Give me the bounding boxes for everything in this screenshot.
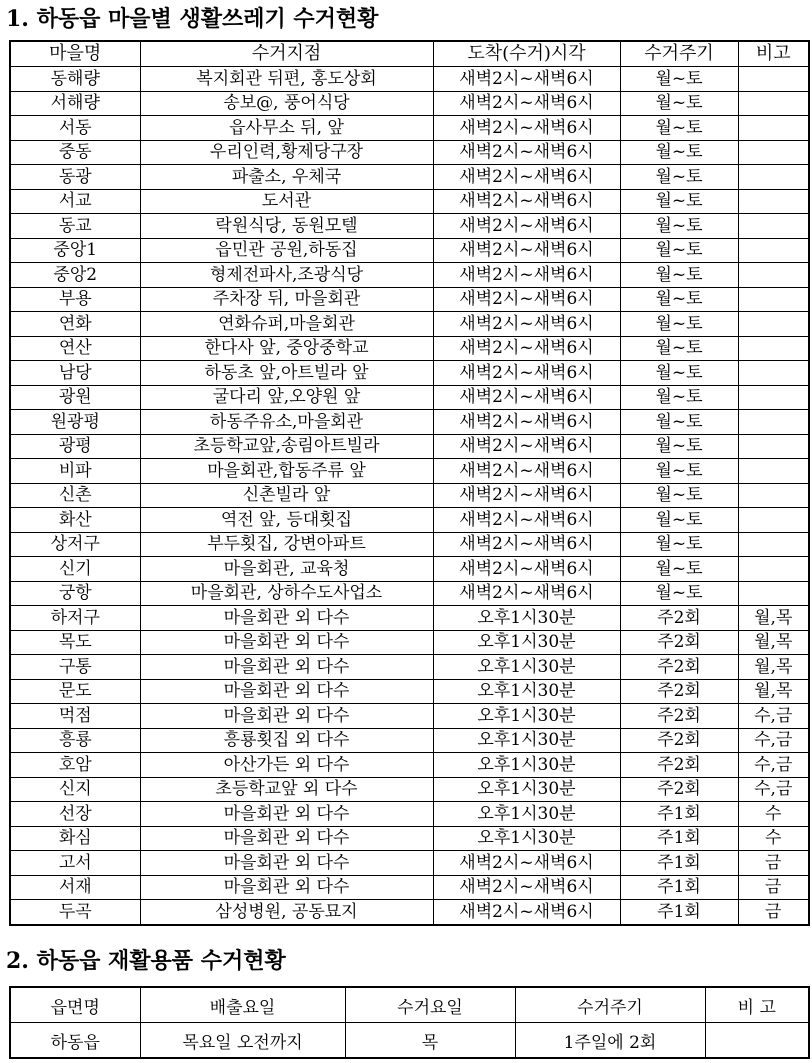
- table-cell: 금: [738, 900, 809, 925]
- table-cell: 새벽2시~새벽6시: [433, 851, 620, 876]
- table-row: [10, 679, 809, 704]
- table-row: [10, 263, 809, 288]
- table-cell: 광원: [10, 385, 140, 410]
- table-cell: [738, 336, 809, 361]
- table-cell: 중동: [10, 140, 140, 165]
- header-cycle: 수거주기: [620, 41, 738, 67]
- table-cell: 주2회: [620, 630, 738, 655]
- table-row: [10, 851, 809, 876]
- table-cell: 신촌: [10, 483, 140, 508]
- table-row: [10, 410, 809, 435]
- table-cell: 우리인력,황제당구장: [140, 140, 433, 165]
- table-cell: 월~토: [620, 532, 738, 557]
- table-row: [10, 826, 809, 851]
- header-collection-day: 수거요일: [345, 987, 515, 1023]
- table-cell: 월~토: [620, 410, 738, 435]
- table-cell: 새벽2시~새벽6시: [433, 67, 620, 92]
- table-cell: 금: [738, 851, 809, 876]
- table-row: [10, 900, 809, 925]
- table-cell: 1주일에 2회: [515, 1023, 705, 1059]
- table-cell: 서해량: [10, 91, 140, 116]
- table-cell: 새벽2시~새벽6시: [433, 189, 620, 214]
- table-cell: [705, 1023, 809, 1059]
- table-cell: 월,목: [738, 679, 809, 704]
- table-cell: 주1회: [620, 851, 738, 876]
- table-cell: 새벽2시~새벽6시: [433, 557, 620, 582]
- table-cell: 연산: [10, 336, 140, 361]
- table-cell: 오후1시30분: [433, 826, 620, 851]
- table-cell: 중앙1: [10, 238, 140, 263]
- table-cell: [738, 385, 809, 410]
- table-cell: 오후1시30분: [433, 728, 620, 753]
- table-cell: [738, 434, 809, 459]
- table-cell: 월~토: [620, 238, 738, 263]
- table-cell: 월~토: [620, 91, 738, 116]
- table-cell: [738, 581, 809, 606]
- table-row: [10, 214, 809, 239]
- table-cell: 수,금: [738, 728, 809, 753]
- table-cell: 오후1시30분: [433, 630, 620, 655]
- table-row: [10, 655, 809, 680]
- table-cell: 월,목: [738, 606, 809, 631]
- table-row: [10, 67, 809, 92]
- table-cell: 주1회: [620, 875, 738, 900]
- header-district: 읍면명: [10, 987, 140, 1023]
- table-cell: 동광: [10, 165, 140, 190]
- table-row: [10, 802, 809, 827]
- table-row: [10, 581, 809, 606]
- table-cell: 월~토: [620, 189, 738, 214]
- table-cell: 새벽2시~새벽6시: [433, 532, 620, 557]
- table-cell: [738, 532, 809, 557]
- table-cell: 새벽2시~새벽6시: [433, 336, 620, 361]
- header-cycle: 수거주기: [515, 987, 705, 1023]
- table-cell: 새벽2시~새벽6시: [433, 116, 620, 141]
- table-cell: 월~토: [620, 287, 738, 312]
- table-cell: 흥룡횟집 외 다수: [140, 728, 433, 753]
- table-row: [10, 557, 809, 582]
- table-cell: [738, 91, 809, 116]
- table-row: [10, 508, 809, 533]
- table-cell: 수: [738, 826, 809, 851]
- table-cell: 월~토: [620, 116, 738, 141]
- table-cell: 오후1시30분: [433, 753, 620, 778]
- table-cell: 마을회관 외 다수: [140, 630, 433, 655]
- table-row: [10, 91, 809, 116]
- table-cell: 새벽2시~새벽6시: [433, 434, 620, 459]
- table-cell: 복지회관 뒤편, 홍도상회: [140, 67, 433, 92]
- table-cell: 월~토: [620, 67, 738, 92]
- table-cell: 하동초 앞,아트빌라 앞: [140, 361, 433, 386]
- table-cell: 마을회관, 상하수도사업소: [140, 581, 433, 606]
- table-cell: 새벽2시~새벽6시: [433, 581, 620, 606]
- table-cell: 새벽2시~새벽6시: [433, 91, 620, 116]
- table-cell: 하동읍: [10, 1023, 140, 1059]
- table-cell: 동교: [10, 214, 140, 239]
- table-row: [10, 336, 809, 361]
- header-remarks: 비고: [738, 41, 809, 67]
- table-row: [10, 312, 809, 337]
- table-cell: 주2회: [620, 655, 738, 680]
- table-row: [10, 165, 809, 190]
- table-header-row: [10, 987, 809, 1023]
- table-cell: 마을회관 외 다수: [140, 875, 433, 900]
- table-row: [10, 777, 809, 802]
- table-cell: [738, 116, 809, 141]
- section1-title: 1. 하동읍 마을별 생활쓰레기 수거현황: [6, 6, 379, 32]
- table-cell: 금: [738, 875, 809, 900]
- table-cell: 마을회관 외 다수: [140, 826, 433, 851]
- table-cell: 월,목: [738, 655, 809, 680]
- table-cell: 월~토: [620, 361, 738, 386]
- table-cell: 주2회: [620, 704, 738, 729]
- table-cell: [738, 263, 809, 288]
- table-cell: [738, 140, 809, 165]
- table-cell: 주2회: [620, 679, 738, 704]
- table-cell: [738, 410, 809, 435]
- table-cell: 새벽2시~새벽6시: [433, 508, 620, 533]
- table-cell: [738, 557, 809, 582]
- table-cell: 오후1시30분: [433, 704, 620, 729]
- table-cell: 파출소, 우체국: [140, 165, 433, 190]
- table-cell: 새벽2시~새벽6시: [433, 263, 620, 288]
- table-cell: 목: [345, 1023, 515, 1059]
- table-cell: 새벽2시~새벽6시: [433, 385, 620, 410]
- table-cell: 먹점: [10, 704, 140, 729]
- table-cell: 마을회관 외 다수: [140, 655, 433, 680]
- table-cell: 락원식당, 동원모텔: [140, 214, 433, 239]
- table-cell: [738, 483, 809, 508]
- table-cell: 월~토: [620, 434, 738, 459]
- table-cell: 신기: [10, 557, 140, 582]
- table-cell: 목도: [10, 630, 140, 655]
- table-row: [10, 483, 809, 508]
- table-row: [10, 753, 809, 778]
- table-cell: 주2회: [620, 728, 738, 753]
- table-cell: 월~토: [620, 140, 738, 165]
- table-cell: 원광평: [10, 410, 140, 435]
- table-row: [10, 875, 809, 900]
- table-cell: 주2회: [620, 606, 738, 631]
- table-cell: 목요일 오전까지: [140, 1023, 345, 1059]
- table-cell: 월~토: [620, 312, 738, 337]
- table-cell: 월~토: [620, 263, 738, 288]
- table-cell: 월~토: [620, 459, 738, 484]
- table-cell: 새벽2시~새벽6시: [433, 459, 620, 484]
- table-cell: [738, 287, 809, 312]
- table-cell: 상저구: [10, 532, 140, 557]
- table-cell: 새벽2시~새벽6시: [433, 312, 620, 337]
- table-cell: 새벽2시~새벽6시: [433, 410, 620, 435]
- table-row: [10, 606, 809, 631]
- table-cell: [738, 238, 809, 263]
- table-cell: 읍사무소 뒤, 앞: [140, 116, 433, 141]
- table-cell: 새벽2시~새벽6시: [433, 214, 620, 239]
- table-cell: [738, 214, 809, 239]
- table-cell: 새벽2시~새벽6시: [433, 140, 620, 165]
- table-row: [10, 434, 809, 459]
- recycling-collection-table: [9, 986, 810, 1059]
- table-row: [10, 385, 809, 410]
- table-cell: 부용: [10, 287, 140, 312]
- table-cell: [738, 67, 809, 92]
- table-row: [10, 189, 809, 214]
- table-cell: 문도: [10, 679, 140, 704]
- table-row: [10, 630, 809, 655]
- table-cell: 월~토: [620, 336, 738, 361]
- table-cell: 비파: [10, 459, 140, 484]
- table-cell: [738, 459, 809, 484]
- table-cell: 마을회관, 교육청: [140, 557, 433, 582]
- header-village: 마을명: [10, 41, 140, 67]
- table-cell: 새벽2시~새벽6시: [433, 875, 620, 900]
- table-cell: 마을회관 외 다수: [140, 704, 433, 729]
- table-cell: 서재: [10, 875, 140, 900]
- header-collection-point: 수거지점: [140, 41, 433, 67]
- table-row: [10, 728, 809, 753]
- table-cell: 수,금: [738, 704, 809, 729]
- table-cell: 새벽2시~새벽6시: [433, 900, 620, 925]
- table-cell: 새벽2시~새벽6시: [433, 165, 620, 190]
- table-cell: 연화슈퍼,마을회관: [140, 312, 433, 337]
- header-arrival-time: 도착(수거)시각: [433, 41, 620, 67]
- table-cell: 오후1시30분: [433, 777, 620, 802]
- table-cell: 연화: [10, 312, 140, 337]
- table-cell: 주차장 뒤, 마을회관: [140, 287, 433, 312]
- table-row: [10, 459, 809, 484]
- table-cell: 오후1시30분: [433, 655, 620, 680]
- table-cell: 월~토: [620, 385, 738, 410]
- table-cell: 수,금: [738, 777, 809, 802]
- table-cell: 부두횟집, 강변아파트: [140, 532, 433, 557]
- table-cell: 하동주유소,마을회관: [140, 410, 433, 435]
- table-cell: 중앙2: [10, 263, 140, 288]
- table-cell: [738, 312, 809, 337]
- table-cell: 남당: [10, 361, 140, 386]
- table-cell: 선장: [10, 802, 140, 827]
- table-cell: 삼성병원, 공동묘지: [140, 900, 433, 925]
- table-cell: 한다사 앞, 중앙중학교: [140, 336, 433, 361]
- table-cell: 궁항: [10, 581, 140, 606]
- table-cell: 주1회: [620, 900, 738, 925]
- table-cell: 아산가든 외 다수: [140, 753, 433, 778]
- table-cell: 새벽2시~새벽6시: [433, 361, 620, 386]
- table-row: [10, 361, 809, 386]
- table-cell: 오후1시30분: [433, 679, 620, 704]
- table-cell: 호암: [10, 753, 140, 778]
- table-cell: 새벽2시~새벽6시: [433, 238, 620, 263]
- table-cell: 신지: [10, 777, 140, 802]
- table-cell: 역전 앞, 등대횟집: [140, 508, 433, 533]
- table-cell: 오후1시30분: [433, 802, 620, 827]
- header-disposal-day: 배출요일: [140, 987, 345, 1023]
- table-cell: 서동: [10, 116, 140, 141]
- table-cell: 송보@, 풍어식당: [140, 91, 433, 116]
- table-cell: 마을회관,합동주류 앞: [140, 459, 433, 484]
- table-cell: 구통: [10, 655, 140, 680]
- table-cell: 월~토: [620, 165, 738, 190]
- header-remarks: 비 고: [705, 987, 809, 1023]
- table-cell: 초등학교앞,송림아트빌라: [140, 434, 433, 459]
- table-cell: 월,목: [738, 630, 809, 655]
- table-cell: 형제전파사,조광식당: [140, 263, 433, 288]
- table-cell: 도서관: [140, 189, 433, 214]
- table-cell: 마을회관 외 다수: [140, 679, 433, 704]
- table-cell: 월~토: [620, 508, 738, 533]
- section2-title: 2. 하동읍 재활용품 수거현황: [6, 948, 286, 974]
- table-cell: 월~토: [620, 483, 738, 508]
- table-cell: 서교: [10, 189, 140, 214]
- table-row: [10, 704, 809, 729]
- table-cell: 두곡: [10, 900, 140, 925]
- table-cell: 신촌빌라 앞: [140, 483, 433, 508]
- table-cell: 마을회관 외 다수: [140, 851, 433, 876]
- table-row: [10, 238, 809, 263]
- table-cell: 수,금: [738, 753, 809, 778]
- table-cell: [738, 361, 809, 386]
- table-cell: 동해량: [10, 67, 140, 92]
- table-cell: 화심: [10, 826, 140, 851]
- table-cell: 하저구: [10, 606, 140, 631]
- table-row: [10, 116, 809, 141]
- table-cell: 주1회: [620, 802, 738, 827]
- table-row: [10, 287, 809, 312]
- table-cell: 주2회: [620, 753, 738, 778]
- table-cell: 주1회: [620, 826, 738, 851]
- table-cell: 수: [738, 802, 809, 827]
- table-cell: 광평: [10, 434, 140, 459]
- table-cell: 새벽2시~새벽6시: [433, 287, 620, 312]
- waste-collection-table: [9, 40, 810, 926]
- table-header-row: [10, 41, 809, 67]
- table-cell: 읍민관 공원,하동집: [140, 238, 433, 263]
- table-cell: 주2회: [620, 777, 738, 802]
- table-cell: 새벽2시~새벽6시: [433, 483, 620, 508]
- table-cell: 흥룡: [10, 728, 140, 753]
- table-cell: 고서: [10, 851, 140, 876]
- table-cell: [738, 165, 809, 190]
- table-cell: [738, 189, 809, 214]
- table-row: [10, 140, 809, 165]
- table-cell: [738, 508, 809, 533]
- table-cell: 오후1시30분: [433, 606, 620, 631]
- table-row: [10, 532, 809, 557]
- table-cell: 초등학교앞 외 다수: [140, 777, 433, 802]
- table-cell: 굴다리 앞,오양원 앞: [140, 385, 433, 410]
- table-cell: 마을회관 외 다수: [140, 606, 433, 631]
- table-cell: 월~토: [620, 557, 738, 582]
- table-cell: 월~토: [620, 214, 738, 239]
- table-row: [10, 1023, 809, 1059]
- table-cell: 월~토: [620, 581, 738, 606]
- table-cell: 화산: [10, 508, 140, 533]
- table-cell: 마을회관 외 다수: [140, 802, 433, 827]
